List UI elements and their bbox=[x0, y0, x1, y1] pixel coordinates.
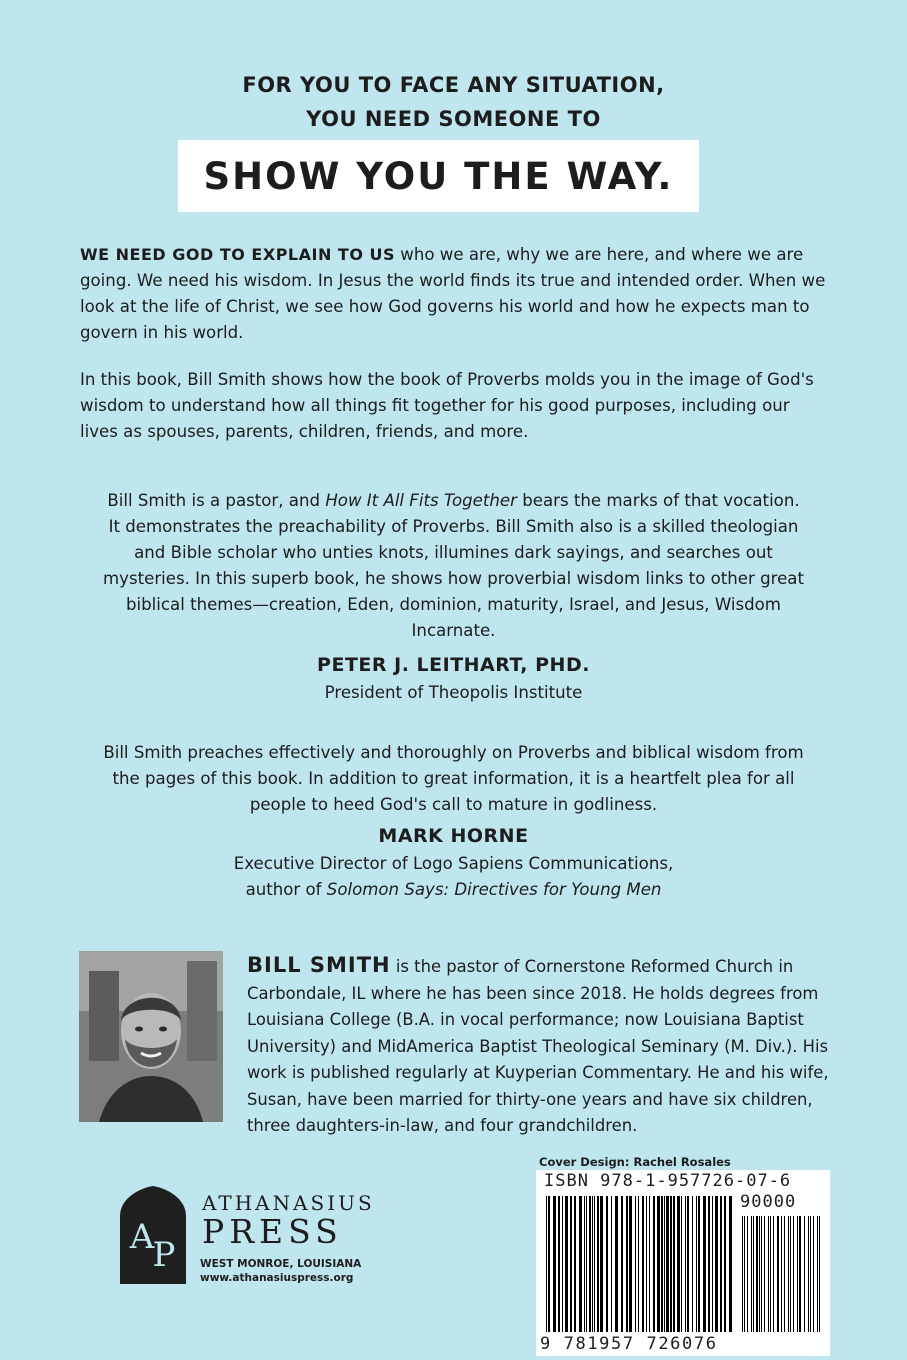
headline-line-1: FOR YOU TO FACE ANY SITUATION, bbox=[242, 73, 665, 97]
barcode-bar bbox=[642, 1196, 644, 1332]
barcode-bar bbox=[670, 1196, 672, 1332]
addon-bar bbox=[781, 1216, 782, 1332]
addon-bar bbox=[817, 1216, 818, 1332]
barcode-bar bbox=[626, 1196, 628, 1332]
addon-bar bbox=[797, 1216, 798, 1332]
intro-lead-in: WE NEED GOD TO EXPLAIN TO US bbox=[80, 245, 396, 264]
publisher-name-line-2: PRESS bbox=[202, 1212, 343, 1251]
author-photo bbox=[79, 951, 223, 1122]
addon-bar bbox=[756, 1216, 758, 1332]
addon-bar bbox=[808, 1216, 809, 1332]
barcode-bar bbox=[638, 1196, 639, 1332]
endorsement-2-title-line-2 bbox=[0, 877, 907, 903]
barcode-bar bbox=[629, 1196, 632, 1332]
endorsement-2-title-line-2-pre: author of bbox=[245, 880, 327, 899]
addon-bar bbox=[799, 1216, 801, 1332]
addon-bar bbox=[744, 1216, 745, 1332]
endorsement-1-text-post: bears the marks of that vocation. It demonstrates the preachability of Proverbs. Bill Smith also is a skilled theologian and Bible scholar who unties knots, illumines dark sayings, and searches out mysteries. In this superb book, he shows how proverbial wisdom links to other great biblical themes—creation, Eden, dominion, maturity, Israel, and Jesus, Wisdom Incarnate. bbox=[103, 491, 804, 640]
addon-bar bbox=[790, 1216, 791, 1332]
barcode-bar bbox=[696, 1196, 697, 1332]
endorsement-2-title-line-1: Executive Director of Logo Sapiens Communications, bbox=[233, 854, 674, 873]
price-addon-code: 90000 bbox=[740, 1192, 797, 1212]
addon-bar bbox=[753, 1216, 754, 1332]
addon-bar bbox=[773, 1216, 774, 1332]
author-portrait-icon bbox=[79, 951, 223, 1122]
addon-bar bbox=[768, 1216, 769, 1332]
barcode-bar bbox=[589, 1196, 591, 1332]
barcode-bar bbox=[565, 1196, 568, 1332]
endorsement-1-quote bbox=[100, 488, 807, 644]
publisher-name-line-1: ATHANASIUS bbox=[202, 1191, 375, 1215]
barcode-bar bbox=[653, 1196, 655, 1332]
barcode-bar bbox=[635, 1196, 636, 1332]
barcode-bar bbox=[657, 1196, 660, 1332]
addon-bar bbox=[777, 1216, 779, 1332]
publisher-monogram-a: A bbox=[129, 1217, 155, 1257]
endorsement-1-title: President of Theopolis Institute bbox=[324, 683, 583, 702]
barcode-bar bbox=[586, 1196, 587, 1332]
barcode-bar bbox=[553, 1196, 556, 1332]
barcode-bar bbox=[712, 1196, 713, 1332]
barcode-bar bbox=[661, 1196, 663, 1332]
barcode-bar bbox=[574, 1196, 576, 1332]
barcode-bar bbox=[649, 1196, 650, 1332]
barcode-bar bbox=[548, 1196, 550, 1332]
barcode-bar bbox=[703, 1196, 706, 1332]
addon-bar bbox=[810, 1216, 811, 1332]
addon-bar bbox=[793, 1216, 794, 1332]
barcode-bar bbox=[646, 1196, 647, 1332]
barcode-bar bbox=[611, 1196, 612, 1332]
endorsement-2-name: MARK HORNE bbox=[378, 825, 529, 847]
barcode-bar bbox=[584, 1196, 585, 1332]
barcode-bar bbox=[546, 1196, 547, 1332]
addon-bar bbox=[770, 1216, 771, 1332]
barcode-bar bbox=[664, 1196, 665, 1332]
headline-banner bbox=[178, 140, 699, 212]
barcode-bar bbox=[615, 1196, 618, 1332]
barcode-bar bbox=[562, 1196, 563, 1332]
barcode-bar bbox=[594, 1196, 595, 1332]
endorsement-2-title bbox=[0, 851, 907, 903]
barcode-bar bbox=[592, 1196, 593, 1332]
addon-bar bbox=[784, 1216, 785, 1332]
cover-design-credit: Cover Design: Rachel Rosales bbox=[539, 1155, 731, 1169]
publisher-arch-icon bbox=[120, 1186, 186, 1284]
barcode-bar bbox=[606, 1196, 608, 1332]
barcode-bar bbox=[597, 1196, 599, 1332]
addon-bar bbox=[813, 1216, 814, 1332]
author-bio-text: is the pastor of Cornerstone Reformed Church in Carbondale, IL where he has been since 2018. He holds degrees from Louisiana College (B.A. in vocal performance; now Louisiana Baptist University) and MidAmerica Baptist Theological Seminary (M. Div.). His work is published regularly at Kuyperian Commentary. He and his wife, Susan, have been married for thirty-one years and have six children, three daughters-in-law, and four grandchildren. bbox=[247, 957, 829, 1135]
barcode-bar bbox=[579, 1196, 582, 1332]
endorsement-1-text-pre: Bill Smith is a pastor, and bbox=[107, 491, 326, 510]
barcode-bar bbox=[724, 1196, 726, 1332]
endorsement-1-name: PETER J. LEITHART, PHD. bbox=[317, 654, 590, 676]
author-bio bbox=[247, 952, 829, 1140]
barcode-bar bbox=[600, 1196, 603, 1332]
barcode-bar bbox=[729, 1196, 732, 1332]
publisher-logo bbox=[120, 1186, 186, 1284]
headline-line-2: YOU NEED SOMEONE TO bbox=[306, 107, 601, 131]
barcode-bar bbox=[720, 1196, 722, 1332]
ean-number: 9 781957 726076 bbox=[540, 1334, 718, 1354]
barcode-bar bbox=[715, 1196, 718, 1332]
barcode-bar bbox=[685, 1196, 686, 1332]
barcode-bar bbox=[681, 1196, 682, 1332]
book-title-italic: How It All Fits Together bbox=[325, 491, 517, 510]
addon-bar bbox=[788, 1216, 789, 1332]
addon-bar bbox=[751, 1216, 752, 1332]
barcode-bar bbox=[666, 1196, 669, 1332]
intro-paragraph-1-text: who we are, why we are here, and where we are going. We need his wisdom. In Jesus the world finds its true and intended order. When we look at the life of Christ, we see how God governs his world and how he expects man to govern in his world. bbox=[80, 245, 826, 342]
addon-bar bbox=[804, 1216, 805, 1332]
barcode-bar bbox=[558, 1196, 560, 1332]
barcode-bar bbox=[621, 1196, 623, 1332]
author-name: BILL SMITH bbox=[247, 953, 391, 977]
addon-bar bbox=[759, 1216, 760, 1332]
barcode-bar bbox=[698, 1196, 700, 1332]
addon-bar bbox=[747, 1216, 748, 1332]
publisher-website[interactable]: www.athanasiuspress.org bbox=[200, 1272, 354, 1284]
banner-text: SHOW YOU THE WAY. bbox=[203, 154, 674, 198]
intro-paragraph-2: In this book, Bill Smith shows how the book of Proverbs molds you in the image of God's wisdom to understand how all things fit together for his good purposes, including our lives as spouses, parents, children, friends, and more. bbox=[80, 370, 814, 441]
publisher-location: WEST MONROE, LOUISIANA bbox=[200, 1258, 362, 1270]
publisher-monogram-p: P bbox=[152, 1235, 176, 1275]
barcode-bar bbox=[570, 1196, 572, 1332]
endorsement-2-book-title: Solomon Says: Directives for Young Men bbox=[326, 880, 662, 899]
addon-bar bbox=[819, 1216, 820, 1332]
barcode-bar bbox=[692, 1196, 693, 1332]
barcode-bar bbox=[677, 1196, 680, 1332]
barcode-bar bbox=[708, 1196, 710, 1332]
addon-bar bbox=[764, 1216, 765, 1332]
intro-paragraph-1 bbox=[80, 242, 828, 346]
endorsement-2-quote: Bill Smith preaches effectively and thoroughly on Proverbs and biblical wisdom from the pages of this book. In addition to great information, it is a heartfelt plea for all people to heed God's call to mature in godliness. bbox=[103, 743, 804, 814]
addon-bar bbox=[761, 1216, 762, 1332]
addon-bar bbox=[742, 1216, 743, 1332]
isbn-text: ISBN 978-1-957726-07-6 bbox=[544, 1171, 792, 1191]
barcode-bar bbox=[673, 1196, 675, 1332]
barcode-bar bbox=[687, 1196, 689, 1332]
